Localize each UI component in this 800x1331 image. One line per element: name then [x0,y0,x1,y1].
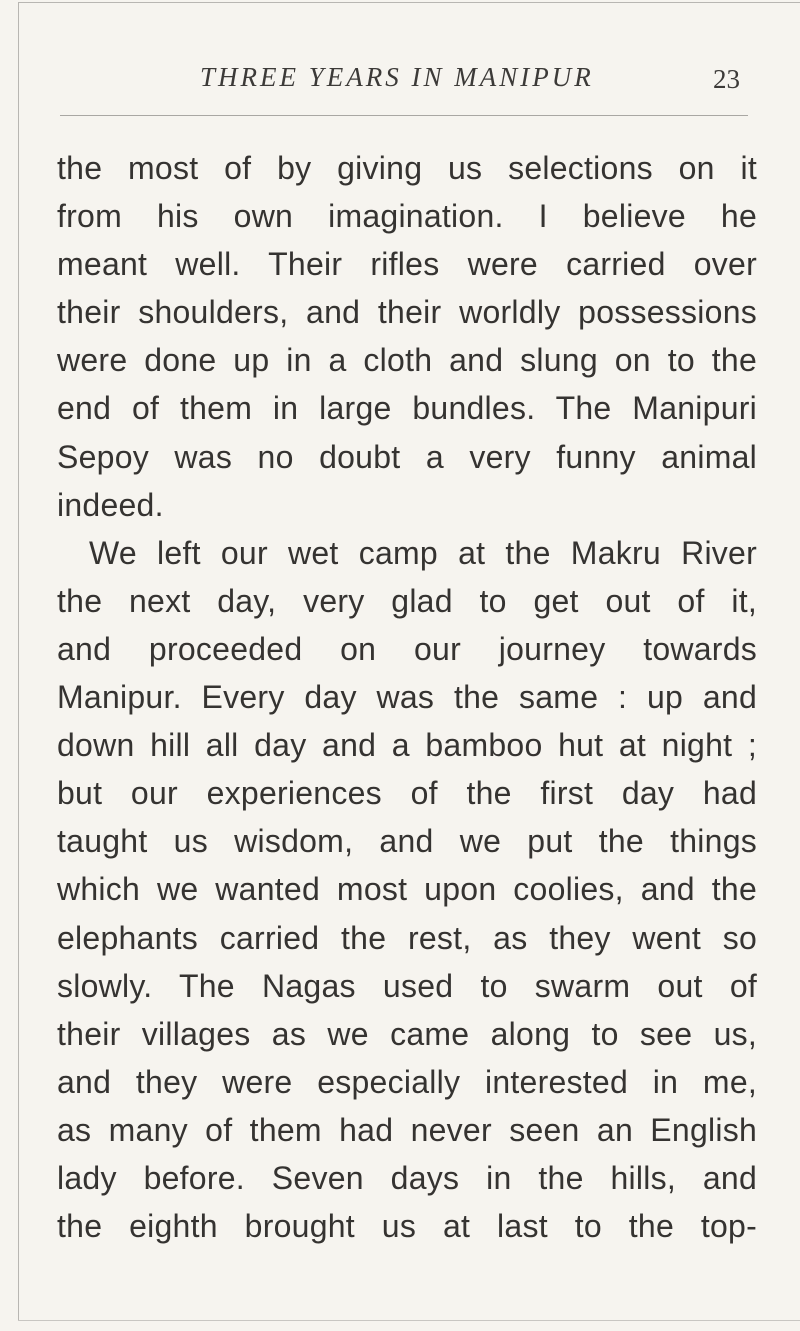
text-line: down hill all day and a bamboo hut at night ; [57,727,757,764]
running-title: THREE YEARS IN MANIPUR [200,62,594,92]
text-line: and proceeded on our journey towards [57,630,757,667]
body-text [57,144,757,1250]
text-line: from his own imagination. I believe he [57,198,757,235]
text-line: as many of them had never seen an English [57,1111,757,1148]
text-line: and they were especially interested in me, [57,1063,757,1100]
text-line: Sepoy was no doubt a very funny animal [57,438,757,475]
text-line: were done up in a cloth and slung on to the [57,342,757,379]
text-line: their villages as we came along to see us, [57,1015,757,1052]
text-line: indeed. [57,486,164,523]
text-line: their shoulders, and their worldly possessions [57,294,757,331]
text-line: lady before. Seven days in the hills, and [57,1159,757,1196]
page-edge-bottom [18,1320,800,1321]
text-line: We left our wet camp at the Makru River [89,534,757,571]
text-line: the next day, very glad to get out of it, [57,582,757,619]
page-edge-left [18,2,19,1320]
text-line: meant well. Their rifles were carried over [57,246,757,283]
text-line: the most of by giving us selections on it [57,150,757,186]
text-line: slowly. The Nagas used to swarm out of [57,967,757,1004]
text-line: but our experiences of the first day had [57,775,757,812]
header-rule [60,115,748,116]
text-line: which we wanted most upon coolies, and the [57,871,757,908]
text-line: elephants carried the rest, as they went so [57,919,757,956]
text-line: the eighth brought us at last to the top- [57,1208,757,1245]
page-edge-top [18,2,800,3]
text-line: end of them in large bundles. The Manipuri [57,390,757,427]
text-line: Manipur. Every day was the same : up and [57,679,757,716]
text-line: taught us wisdom, and we put the things [57,823,757,860]
page-number: 23 [713,64,740,94]
